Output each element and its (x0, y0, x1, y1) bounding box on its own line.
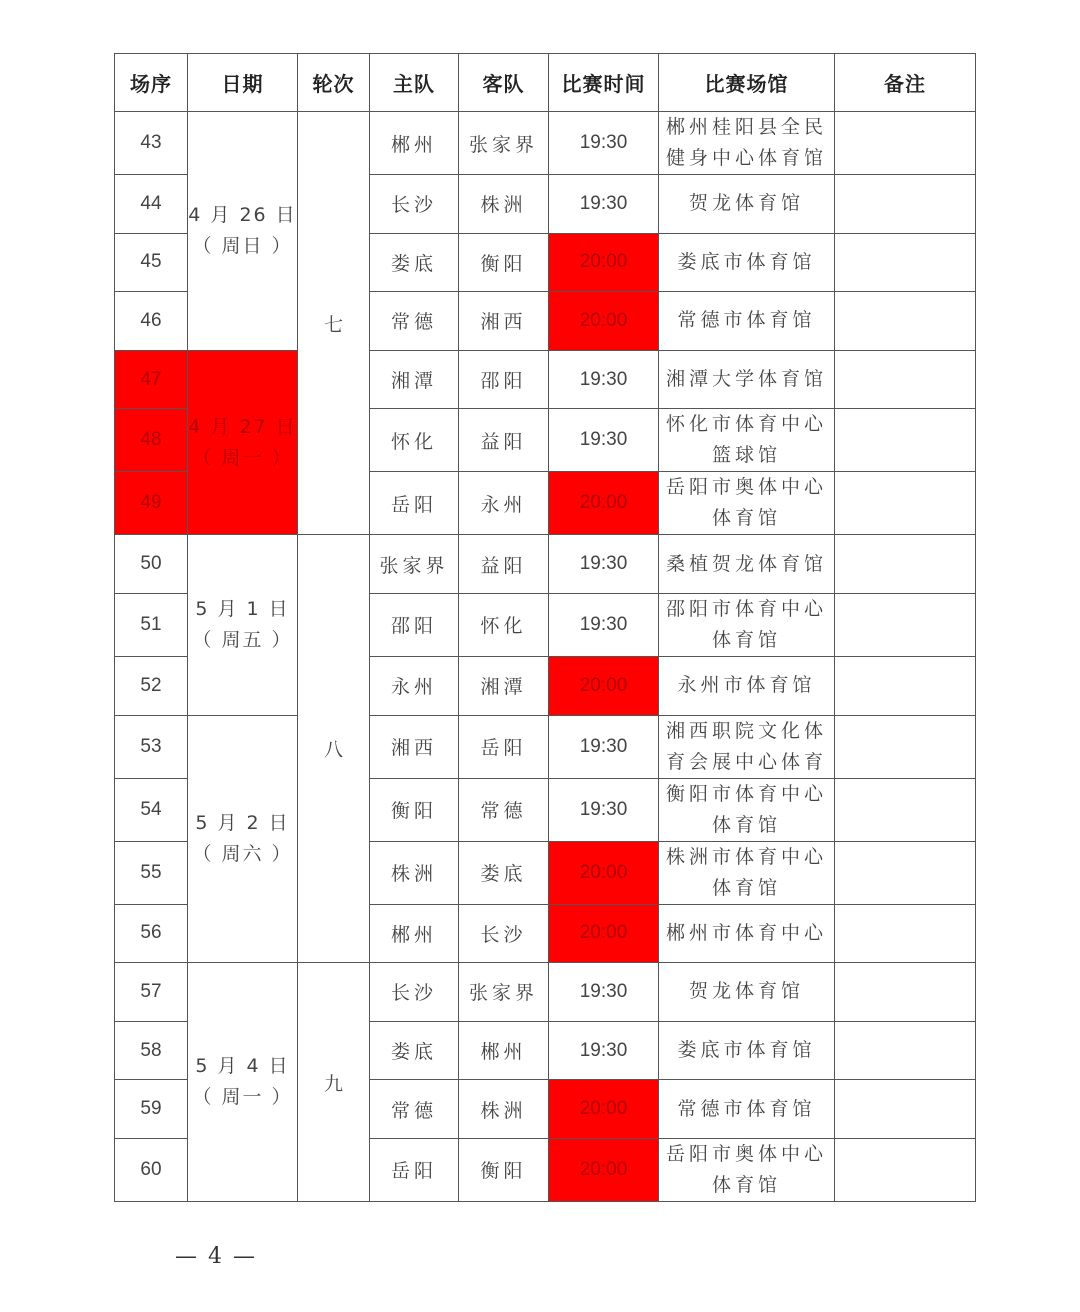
away-team-cell: 湘潭 (459, 656, 549, 715)
away-team-cell: 邵阳 (459, 350, 549, 409)
note-cell (835, 1138, 976, 1201)
home-team-cell: 郴州 (370, 112, 459, 175)
venue-line: 永州市体育馆 (677, 674, 816, 697)
venue-line: 湘潭大学体育馆 (665, 368, 827, 391)
match-time-cell: 20:00 (549, 656, 659, 715)
match-time-cell: 19:30 (549, 715, 659, 778)
schedule-sheet (114, 53, 976, 1202)
date-text: 5 月 2 日 (195, 811, 290, 834)
away-team-cell: 益阳 (459, 409, 549, 472)
venue-cell (659, 715, 835, 778)
venue-line: 贺龙体育馆 (688, 980, 804, 1003)
note-cell (835, 841, 976, 904)
date-cell (188, 535, 298, 715)
note-cell (835, 715, 976, 778)
home-team-cell: 长沙 (370, 175, 459, 234)
home-team-cell: 湘潭 (370, 350, 459, 409)
date-text: 5 月 1 日 (195, 597, 290, 620)
note-cell (835, 292, 976, 351)
weekday-text: （ 周日 ） (192, 234, 293, 257)
venue-line: 岳阳市奥体中心 (665, 1142, 827, 1165)
match-number-cell: 45 (115, 233, 188, 292)
away-team-cell: 常德 (459, 778, 549, 841)
date-cell (188, 963, 298, 1202)
venue-cell (659, 535, 835, 594)
note-cell (835, 535, 976, 594)
venue-line: 体育馆 (711, 628, 781, 651)
note-cell (835, 233, 976, 292)
header-note: 备注 (835, 54, 976, 112)
venue-line: 郴州桂阳县全民 (665, 116, 827, 138)
venue-line: 体育馆 (711, 813, 781, 836)
away-team-cell: 张家界 (459, 112, 549, 175)
match-number-cell: 48 (115, 409, 188, 472)
home-team-cell: 岳阳 (370, 472, 459, 535)
weekday-text: （ 周一 ） (192, 1086, 293, 1109)
venue-line: 贺龙体育馆 (688, 192, 804, 215)
venue-cell (659, 472, 835, 535)
venue-line: 株洲市体育中心 (665, 845, 827, 868)
header-match-time: 比赛时间 (549, 54, 659, 112)
date-text: 4 月 27 日 (188, 415, 297, 438)
venue-line: 湘西职院文化体 (665, 719, 827, 742)
match-time-cell: 19:30 (549, 175, 659, 234)
weekday-text: （ 周六 ） (192, 842, 293, 865)
match-time-cell: 19:30 (549, 409, 659, 472)
header-date: 日期 (188, 54, 298, 112)
round-cell: 七 (298, 112, 370, 535)
table-header-row (115, 54, 976, 112)
away-team-cell: 长沙 (459, 904, 549, 963)
match-number-cell: 50 (115, 535, 188, 594)
match-number-cell: 56 (115, 904, 188, 963)
date-text: 4 月 26 日 (188, 203, 297, 226)
away-team-cell: 岳阳 (459, 715, 549, 778)
venue-cell (659, 175, 835, 234)
away-team-cell: 株洲 (459, 175, 549, 234)
table-row (115, 350, 976, 409)
match-time-cell: 19:30 (549, 350, 659, 409)
header-home-team: 主队 (370, 54, 459, 112)
home-team-cell: 永州 (370, 656, 459, 715)
match-time-cell: 20:00 (549, 292, 659, 351)
match-time-cell: 19:30 (549, 593, 659, 656)
match-time-cell: 19:30 (549, 535, 659, 594)
weekday-text: （ 周一 ） (192, 446, 293, 469)
venue-cell (659, 778, 835, 841)
venue-line: 常德市体育馆 (677, 309, 816, 332)
note-cell (835, 1021, 976, 1080)
date-cell (188, 112, 298, 351)
venue-cell (659, 904, 835, 963)
home-team-cell: 岳阳 (370, 1138, 459, 1201)
venue-cell (659, 593, 835, 656)
note-cell (835, 904, 976, 963)
match-number-cell: 47 (115, 350, 188, 409)
venue-line: 邵阳市体育中心 (665, 597, 827, 620)
match-number-cell: 43 (115, 112, 188, 175)
away-team-cell: 永州 (459, 472, 549, 535)
header-round: 轮次 (298, 54, 370, 112)
venue-line: 衡阳市体育中心 (665, 782, 827, 805)
date-cell (188, 350, 298, 535)
match-number-cell: 44 (115, 175, 188, 234)
date-cell (188, 715, 298, 963)
home-team-cell: 长沙 (370, 963, 459, 1022)
home-team-cell: 邵阳 (370, 593, 459, 656)
venue-line: 常德市体育馆 (677, 1097, 816, 1120)
away-team-cell: 娄底 (459, 841, 549, 904)
venue-line: 岳阳市奥体中心 (665, 476, 827, 499)
home-team-cell: 株洲 (370, 841, 459, 904)
venue-cell (659, 656, 835, 715)
venue-cell (659, 409, 835, 472)
note-cell (835, 778, 976, 841)
venue-cell (659, 1021, 835, 1080)
match-number-cell: 58 (115, 1021, 188, 1080)
header-venue: 比赛场馆 (659, 54, 835, 112)
schedule-table (114, 53, 976, 1202)
match-number-cell: 46 (115, 292, 188, 351)
page-number: — 4 — (175, 1244, 257, 1269)
header-away-team: 客队 (459, 54, 549, 112)
home-team-cell: 郴州 (370, 904, 459, 963)
match-time-cell: 19:30 (549, 1021, 659, 1080)
match-number-cell: 55 (115, 841, 188, 904)
venue-line: 体育馆 (711, 876, 781, 899)
round-cell: 八 (298, 535, 370, 963)
match-time-cell: 20:00 (549, 841, 659, 904)
away-team-cell: 张家界 (459, 963, 549, 1022)
match-time-cell: 20:00 (549, 904, 659, 963)
note-cell (835, 1080, 976, 1139)
venue-line: 娄底市体育馆 (677, 250, 816, 273)
note-cell (835, 593, 976, 656)
home-team-cell: 娄底 (370, 233, 459, 292)
away-team-cell: 衡阳 (459, 233, 549, 292)
venue-line: 娄底市体育馆 (677, 1039, 816, 1062)
match-time-cell: 19:30 (549, 112, 659, 175)
match-time-cell: 20:00 (549, 472, 659, 535)
match-time-cell: 20:00 (549, 1138, 659, 1201)
home-team-cell: 湘西 (370, 715, 459, 778)
home-team-cell: 衡阳 (370, 778, 459, 841)
home-team-cell: 张家界 (370, 535, 459, 594)
table-body (115, 112, 976, 1202)
venue-cell (659, 841, 835, 904)
venue-line: 育会展中心体育 (665, 750, 827, 773)
venue-cell (659, 233, 835, 292)
table-row (115, 535, 976, 594)
date-text: 5 月 4 日 (195, 1055, 290, 1078)
match-time-cell: 19:30 (549, 963, 659, 1022)
venue-cell (659, 350, 835, 409)
header-match-no: 场序 (115, 54, 188, 112)
venue-line: 怀化市体育中心 (665, 413, 827, 436)
venue-line: 郴州市体育中心 (665, 921, 827, 944)
note-cell (835, 350, 976, 409)
table-row (115, 963, 976, 1022)
table-row (115, 112, 976, 175)
venue-cell (659, 112, 835, 175)
away-team-cell: 湘西 (459, 292, 549, 351)
note-cell (835, 409, 976, 472)
home-team-cell: 常德 (370, 292, 459, 351)
match-number-cell: 53 (115, 715, 188, 778)
away-team-cell: 益阳 (459, 535, 549, 594)
venue-cell (659, 1138, 835, 1201)
away-team-cell: 怀化 (459, 593, 549, 656)
away-team-cell: 株洲 (459, 1080, 549, 1139)
match-number-cell: 52 (115, 656, 188, 715)
note-cell (835, 963, 976, 1022)
home-team-cell: 常德 (370, 1080, 459, 1139)
home-team-cell: 怀化 (370, 409, 459, 472)
match-number-cell: 51 (115, 593, 188, 656)
note-cell (835, 175, 976, 234)
note-cell (835, 112, 976, 175)
match-number-cell: 60 (115, 1138, 188, 1201)
venue-cell (659, 963, 835, 1022)
match-number-cell: 59 (115, 1080, 188, 1139)
match-time-cell: 20:00 (549, 233, 659, 292)
table-row (115, 715, 976, 778)
match-time-cell: 19:30 (549, 778, 659, 841)
note-cell (835, 656, 976, 715)
venue-line: 桑植贺龙体育馆 (665, 552, 827, 575)
venue-line: 体育馆 (711, 507, 781, 530)
match-number-cell: 57 (115, 963, 188, 1022)
away-team-cell: 衡阳 (459, 1138, 549, 1201)
match-number-cell: 54 (115, 778, 188, 841)
home-team-cell: 娄底 (370, 1021, 459, 1080)
match-time-cell: 20:00 (549, 1080, 659, 1139)
venue-line: 篮球馆 (711, 444, 781, 467)
note-cell (835, 472, 976, 535)
venue-line: 体育馆 (711, 1173, 781, 1196)
away-team-cell: 郴州 (459, 1021, 549, 1080)
match-number-cell: 49 (115, 472, 188, 535)
venue-cell (659, 1080, 835, 1139)
venue-cell (659, 292, 835, 351)
venue-line: 健身中心体育馆 (665, 147, 827, 169)
round-cell: 九 (298, 963, 370, 1202)
weekday-text: （ 周五 ） (192, 628, 293, 651)
